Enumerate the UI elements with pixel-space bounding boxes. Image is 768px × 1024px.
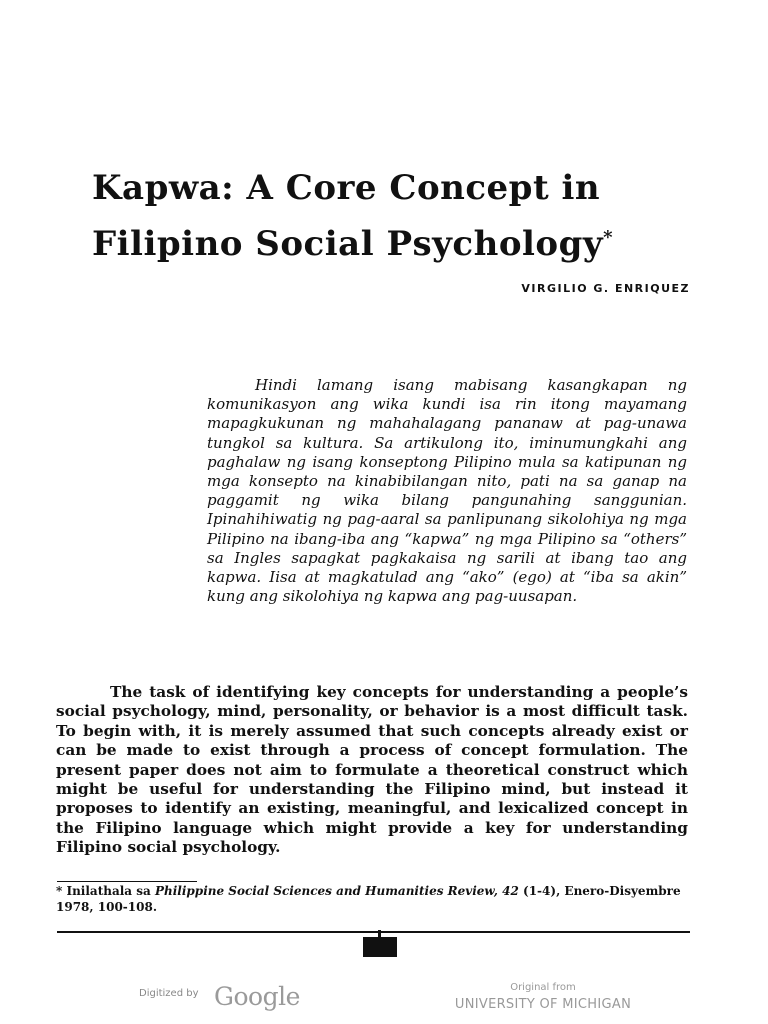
title-line-2 <box>92 216 712 272</box>
page-bottom-rule <box>57 931 690 933</box>
page-marker-block <box>363 937 397 957</box>
article-title <box>92 160 712 272</box>
title-footnote-marker: * <box>603 227 614 248</box>
institution-label: UNIVERSITY OF MICHIGAN <box>454 997 632 1012</box>
footnote-suffix: (1-4), Enero-Disyembre 1978, 100-108. <box>56 884 681 914</box>
digitized-by-label: Digitized by <box>139 988 199 999</box>
original-from-label: Original from <box>510 982 576 993</box>
footnote-marker: * <box>56 884 63 898</box>
body-paragraph: The task of identifying key concepts for understanding a people’s social psychology, mind, personality, or behavior is a most difficult task. To begin with, it is merely assumed that such concepts already exist or can be made to exist through a process of concept formulation. The present paper does not aim to formulate a theoretical construct which might be useful for understanding the Filipino mind, but instead it proposes to identify an existing, meaningful, and lexicalized concept in the Filipino language which might provide a key for understanding Filipino social psychology. <box>56 683 688 857</box>
title-line-1: Kapwa: A Core Concept in <box>92 168 601 208</box>
footnote-prefix: Inilathala sa <box>66 884 151 898</box>
footnote <box>56 883 690 915</box>
google-logo: Google <box>214 982 300 1011</box>
footnote-rule <box>57 881 197 882</box>
author-name: VIRGILIO G. ENRIQUEZ <box>521 282 690 295</box>
abstract-paragraph: Hindi lamang isang mabisang kasangkapan ng komunikasyon ang wika kundi isa rin itong mayamang mapagkukunan ng mahahalagang pananaw at pag-unawa tungkol sa kultura. Sa artikulong ito, iminumungkahi ang paghalaw ng isang konseptong Pilipino mula sa katipunan ng mga konsepto na kinabibilangan nito, pati na sa ganap na paggamit ng wika bilang pangunahing sanggunian. Ipinahihiwatig ng pag-aaral sa panlipunang sikolohiya ng mga Pilipino na ibang-iba ang “kapwa” ng mga Pilipino sa “others” sa Ingles sapagkat pagkakaisa ng sarili at ibang tao ang kapwa. Iisa at magkatulad ang “ako” (ego) at “iba sa akin” kung ang sikolohiya ng kapwa ang pag-uusapan. <box>207 376 687 606</box>
title-line-2-text: Filipino Social Psychology <box>92 224 604 264</box>
footnote-journal: Philippine Social Sciences and Humanities Review, 42 <box>154 884 519 898</box>
